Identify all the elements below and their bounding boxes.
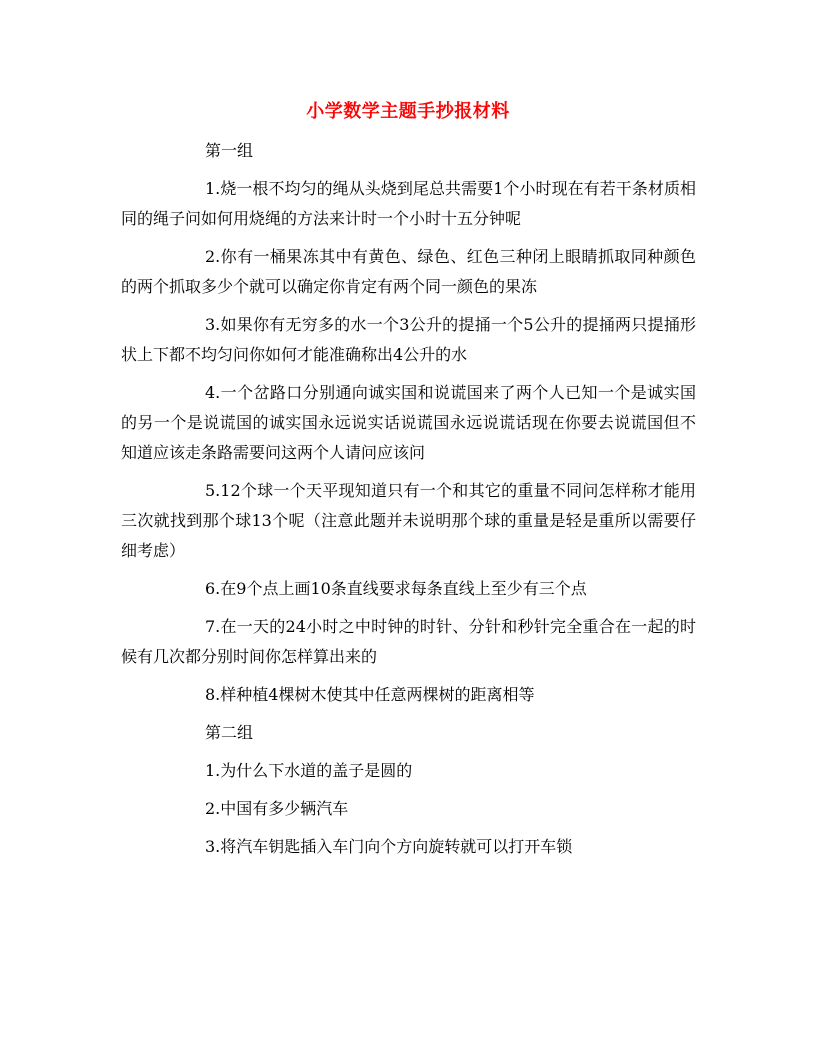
question-1-4: 4.一个岔路口分别通向诚实国和说谎国来了两个人已知一个是诚实国的另一个是说谎国的诚实国永远说实话说谎国永远说谎话现在你要去说谎国但不知道应该走条路需要问这两个人请问应该问 (121, 383, 696, 462)
question-1-6: 6.在9个点上画10条直线要求每条直线上至少有三个点 (205, 579, 587, 598)
section-heading-group-2: 第二组 (205, 723, 254, 742)
question-1-8: 8.样种植4棵树木使其中任意两棵树的距离相等 (205, 685, 535, 704)
question-1-7: 7.在一天的24小时之中时钟的时针、分针和秒针完全重合在一起的时候有几次都分别时间你怎样算出来的 (121, 617, 696, 666)
question-1-3: 3.如果你有无穷多的水一个3公升的提捅一个5公升的提捅两只提捅形状上下都不均匀问你如何才能准确称出4公升的水 (121, 315, 696, 364)
question-1-1: 1.烧一根不均匀的绳从头烧到尾总共需要1个小时现在有若干条材质相同的绳子问如何用烧绳的方法来计时一个小时十五分钟呢 (121, 179, 696, 228)
section-heading-group-1: 第一组 (205, 141, 254, 160)
document-title: 小学数学主题手抄报材料 (306, 101, 510, 122)
question-1-5: 5.12个球一个天平现知道只有一个和其它的重量不同问怎样称才能用三次就找到那个球13个呢（注意此题并未说明那个球的重量是轻是重所以需要仔细考虑） (121, 481, 696, 560)
question-2-3: 3.将汽车钥匙插入车门向个方向旋转就可以打开车锁 (205, 837, 573, 856)
question-2-1: 1.为什么下水道的盖子是圆的 (205, 761, 413, 780)
question-2-2: 2.中国有多少辆汽车 (205, 799, 349, 818)
document-body (121, 136, 696, 870)
question-1-2: 2.你有一桶果冻其中有黄色、绿色、红色三种闭上眼睛抓取同种颜色的两个抓取多少个就可以确定你肯定有两个同一颜色的果冻 (121, 247, 696, 296)
